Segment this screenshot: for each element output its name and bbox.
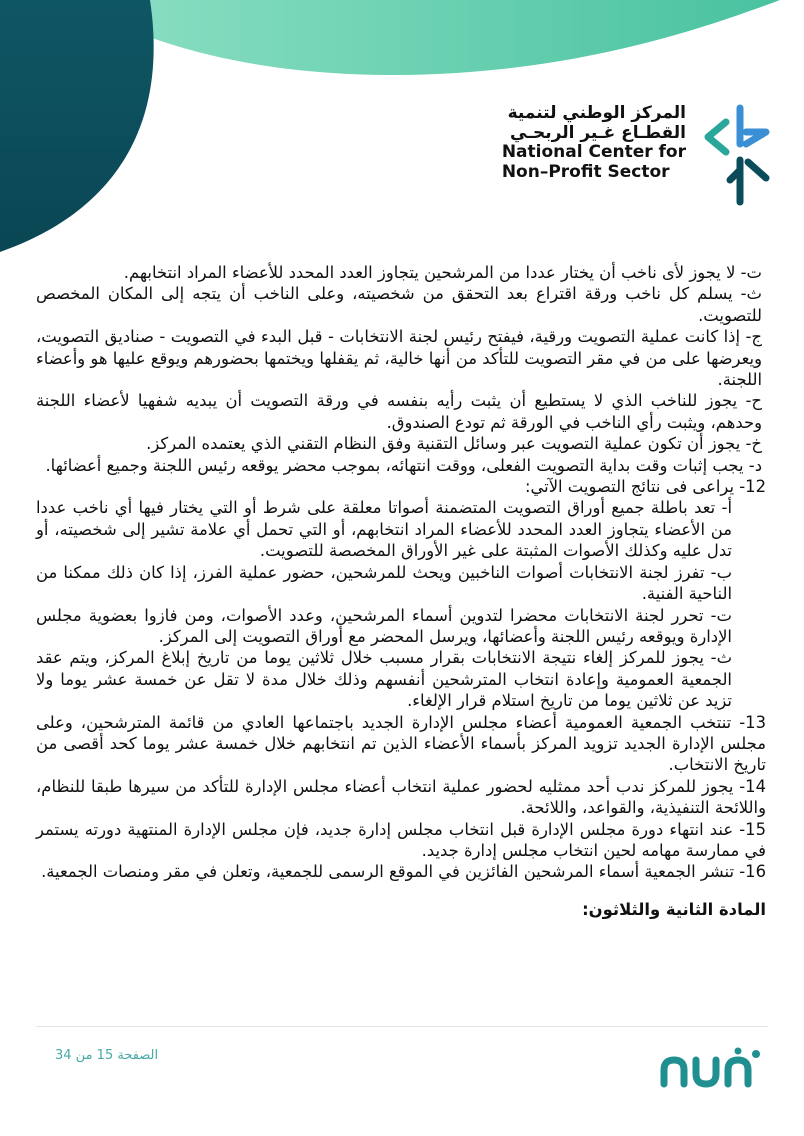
logo-arabic-line-1: المركز الوطني لتنمية xyxy=(507,103,686,123)
item-14: 14- يجوز للمركز ندب أحد ممثليه لحضور عملية انتخاب أعضاء مجلس الإدارة للتأكد من سيرها طبقا للنظام، واللائحة التنفيذية، والقواعد، واللائحة. xyxy=(36,776,766,818)
item-15: 15- عند انتهاء دورة مجلس الإدارة قبل انتخاب مجلس إدارة جديد، فإن مجلس الإدارة المنتهية دورته يستمر في ممارسة مهامه لحين انتخاب مجلس إدارة جديد. xyxy=(36,819,766,860)
logo-english-line-2: Non–Profit Sector xyxy=(501,161,670,182)
mint-swoosh-shape xyxy=(72,0,780,75)
organization-logo xyxy=(502,104,774,208)
article-heading: المادة الثانية والثلاثون: xyxy=(582,899,766,919)
clause-ta: ت- لا يجوز لأى ناخب أن يختار عددا من المرشحين يتجاوز العدد المحدد للأعضاء المراد انتخابهم. xyxy=(123,263,762,282)
item-12-clause-ta: ت- تحرر لجنة الانتخابات محضرا لتدوين أسماء المرشحين، وعدد الأصوات، ومن فازوا بعضوية مجلس الإدارة ويوقعه رئيس اللجنة وأعضائها، ويرسل المحضر مع أوراق التصويت إلى المركز. xyxy=(36,605,732,646)
clause-kha: خ- يجوز أن تكون عملية التصويت عبر وسائل التقنية وفق النظام التقني الذي يعتمده المركز. xyxy=(146,434,762,454)
item-12-clause-tha: ث- يجوز للمركز إلغاء نتيجة الانتخابات بقرار مسبب خلال ثلاثين يوما من تاريخ إبلاغ المركز، ويتم عقد الجمعية العمومية وإعادة انتخاب المترشحين أنفسهم وذلك خلال مدة لا تقل عن خمسة عشر يوما ولا تزيد عن ثلاثين يوما من تاريخ استلام قرار الإلغاء. xyxy=(36,648,732,711)
numu-logo-icon xyxy=(658,1046,762,1092)
item-12: 12- يراعى فى نتائج التصويت الآتي: xyxy=(524,477,766,497)
clause-tha: ث- يسلم كل ناخب ورقة اقتراع بعد التحقق من شخصيته، وعلى الناخب أن يتجه إلى المكان المخصص للتصويت. xyxy=(36,284,762,325)
page-number: الصفحة 15 من 34 xyxy=(55,1048,159,1063)
footer-divider xyxy=(36,1026,768,1027)
item-16: 16- تنشر الجمعية أسماء المرشحين الفائزين في الموقع الرسمى للجمعية، وتعلن في مقر ومنصات الجمعية. xyxy=(41,862,766,882)
document-body xyxy=(36,262,766,920)
clause-ha: ح- يجوز للناخب الذي لا يستطيع أن يثبت رأيه بنفسه في ورقة التصويت أن يبديه شفهيا لأعضاء اللجنة وحدهم، ويثبت رأي الناخب في الورقة ثم تودع الصندوق. xyxy=(36,391,762,432)
clause-jeem: ج- إذا كانت عملية التصويت ورقية، فيفتح رئيس لجنة الانتخابات - قبل البدء في التصويت - صناديق التصويت، ويعرضها على من في مقر التصويت للتأكد من أنها خالية، ثم يقفلها ويختمها بحضورهم ويوقع عليها هو وأعضاء اللجنة. xyxy=(36,327,762,390)
logo-text xyxy=(502,104,686,182)
logo-english-line-1: National Center for xyxy=(501,142,686,163)
item-13: 13- تنتخب الجمعية العمومية أعضاء مجلس الإدارة الجديد باجتماعها العادي من قائمة المترشحين، وعلى مجلس الإدارة الجديد تزويد المركز بأسماء الأعضاء الذين تم انتخابهم خلال خمسة عشر يوما كحد أقصى من تاريخ الانتخاب. xyxy=(36,712,766,775)
item-12-clause-ba: ب- تفرز لجنة الانتخابات أصوات الناخبين ويحث للمرشحين، حضور عملية الفرز، إذا كان ذلك ممكنا من الناحية الفنية. xyxy=(36,562,732,604)
ncnp-logo-mark-icon xyxy=(700,104,774,208)
clause-dal: د- يجب إثبات وقت بداية التصويت الفعلى، ووقت انتهائه، بموجب محضر يوقعه رئيس اللجنة وجميع أعضائها. xyxy=(45,455,762,475)
item-12-clause-alif: أ- تعد باطلة جميع أوراق التصويت المتضمنة أصواتا معلقة على شرط أو التي يختار فيها أي ناخب عددا من الأعضاء يتجاوز العدد المحدد للأعضاء المراد انتخابهم، أو التي تحمل أي علامة تشير إلى شخصيته، أو تدل عليه وكذلك الأصوات المثبتة على غير الأوراق المخصصة للتصويت. xyxy=(36,498,732,561)
dark-corner-shape xyxy=(0,0,154,252)
logo-arabic-line-2: القطـاع غـير الربحـي xyxy=(509,122,686,143)
